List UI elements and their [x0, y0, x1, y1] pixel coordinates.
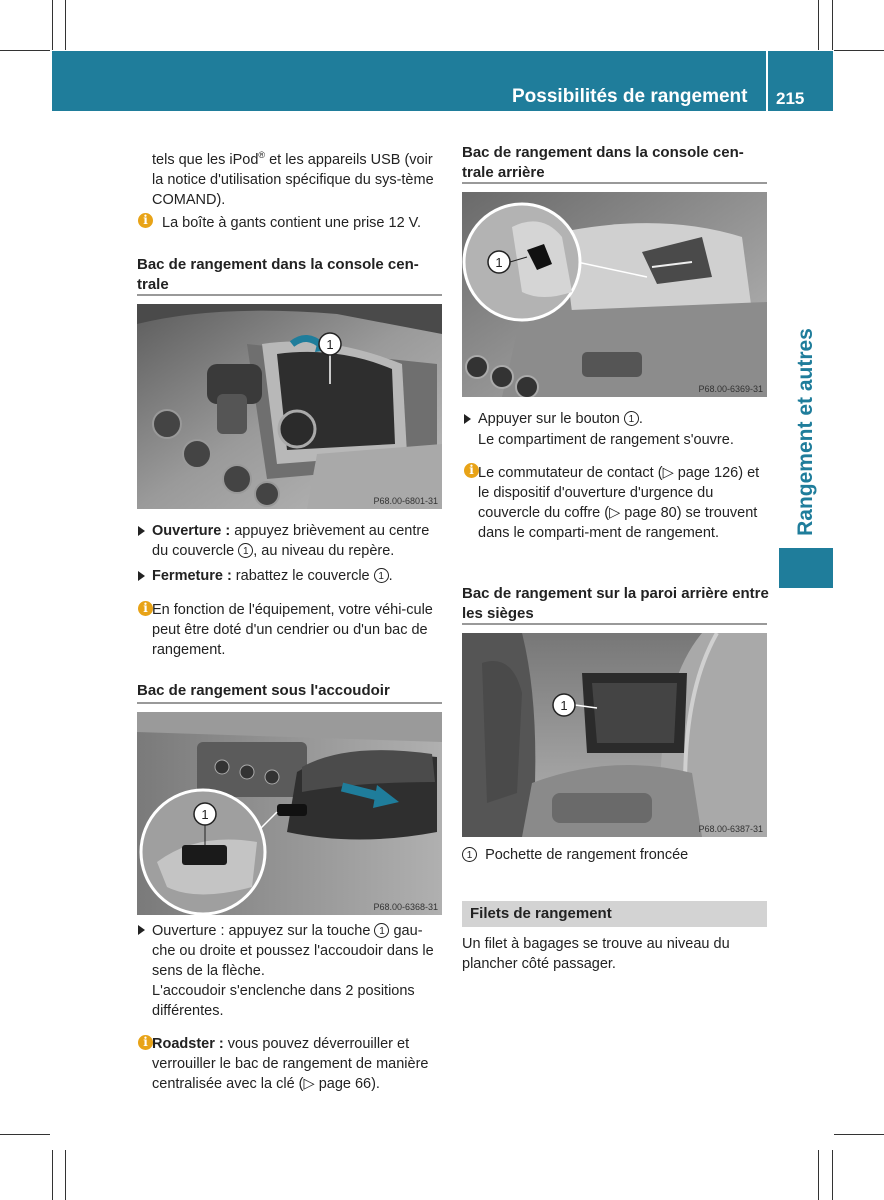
step-button: Appuyer sur le bouton 1 .: [478, 411, 643, 427]
crop-mark: [52, 1150, 53, 1200]
step-open: Ouverture : appuyez brièvement au centre du couvercle 1 , au niveau du repère.: [152, 523, 430, 559]
info-switch: Le commutateur de contact (▷ page 126) et le dispositif d'ouverture d'urgence du couvercle du coffre (▷ page 80) se trouvent dans le comparti-ment de rangement.: [478, 465, 760, 541]
image-code: P68.00-6387-31: [698, 824, 763, 834]
callout-1: 1: [201, 807, 209, 822]
section-title: Possibilités de rangement: [512, 86, 748, 107]
bullet-arrow: [138, 925, 145, 935]
crop-mark: [65, 1150, 66, 1200]
image-code: P68.00-6801-31: [373, 496, 438, 506]
callout-ref: 1: [374, 923, 389, 938]
image-code: P68.00-6368-31: [373, 902, 438, 912]
heading-rear-wall: Bac de rangement sur la paroi arrière entre les sièges: [462, 585, 769, 622]
heading-armrest: Bac de rangement sous l'accoudoir: [137, 682, 390, 699]
info-roadster: Roadster : vous pouvez déverrouiller et verrouiller le bac de rangement de manière centralisée avec la clé (▷ page 66).: [152, 1036, 429, 1092]
heading-rule: [137, 294, 442, 296]
image-code: P68.00-6369-31: [698, 384, 763, 394]
intro-paragraph: tels que les iPod® et les appareils USB (voir la notice d'utilisation spécifique du sys-tème COMAND).: [152, 150, 434, 208]
info-icon: i: [138, 213, 153, 228]
heading-rear-console: Bac de rangement dans la console cen-trale arrière: [462, 144, 744, 181]
bullet-arrow: [138, 571, 145, 581]
crop-mark: [832, 1150, 833, 1200]
callout-ref: 1: [462, 847, 477, 862]
page-number: 215: [776, 89, 805, 108]
nets-paragraph: Un filet à bagages se trouve au niveau du plancher côté passager.: [462, 936, 730, 972]
crop-mark: [52, 0, 53, 50]
callout-ref: 1: [374, 568, 389, 583]
callout-ref: 1: [238, 543, 253, 558]
heading-nets: Filets de rangement: [462, 901, 767, 927]
bullet-arrow: [464, 414, 471, 424]
heading-rule: [462, 182, 767, 184]
photo-rear-console: [462, 192, 767, 397]
heading-centre-console: Bac de rangement dans la console cen-trale: [137, 256, 419, 293]
info-icon: i: [138, 601, 153, 616]
button-result: Le compartiment de rangement s'ouvre.: [478, 432, 734, 448]
photo-armrest: [137, 712, 442, 915]
callout-ref: 1: [624, 411, 639, 426]
info-ashtray: En fonction de l'équipement, votre véhi-cule peut être doté d'un cendrier ou d'un bac de rangement.: [152, 602, 433, 658]
header-divider: [766, 51, 768, 111]
info-icon: i: [464, 463, 479, 478]
callout-1: 1: [495, 255, 503, 270]
crop-mark: [0, 50, 50, 51]
crop-mark: [65, 0, 66, 50]
crop-mark: [818, 0, 819, 50]
step-close: Fermeture : rabattez le couvercle 1 .: [152, 568, 393, 584]
heading-rule: [462, 623, 767, 625]
bullet-arrow: [138, 526, 145, 536]
step-armrest: Ouverture : appuyez sur la touche 1 gau-che ou droite et poussez l'accoudoir dans le sens de la flèche.: [152, 923, 434, 979]
info-icon: i: [138, 1035, 153, 1050]
crop-mark: [818, 1150, 819, 1200]
legend-item: 1 Pochette de rangement froncée: [462, 845, 767, 865]
callout-1: 1: [560, 698, 568, 713]
info-glovebox: La boîte à gants contient une prise 12 V.: [162, 215, 422, 231]
crop-mark: [832, 0, 833, 50]
chapter-tab-label: Rangement et autres: [794, 328, 817, 536]
photo-rear-wall: [462, 633, 767, 837]
armrest-result: L'accoudoir s'enclenche dans 2 positions différentes.: [152, 983, 415, 1019]
crop-mark: [0, 1134, 50, 1135]
chapter-tab-marker: [779, 548, 833, 588]
callout-1: 1: [326, 337, 334, 352]
photo-centre-console: [137, 304, 442, 509]
crop-mark: [834, 50, 884, 51]
crop-mark: [834, 1134, 884, 1135]
heading-rule: [137, 702, 442, 704]
